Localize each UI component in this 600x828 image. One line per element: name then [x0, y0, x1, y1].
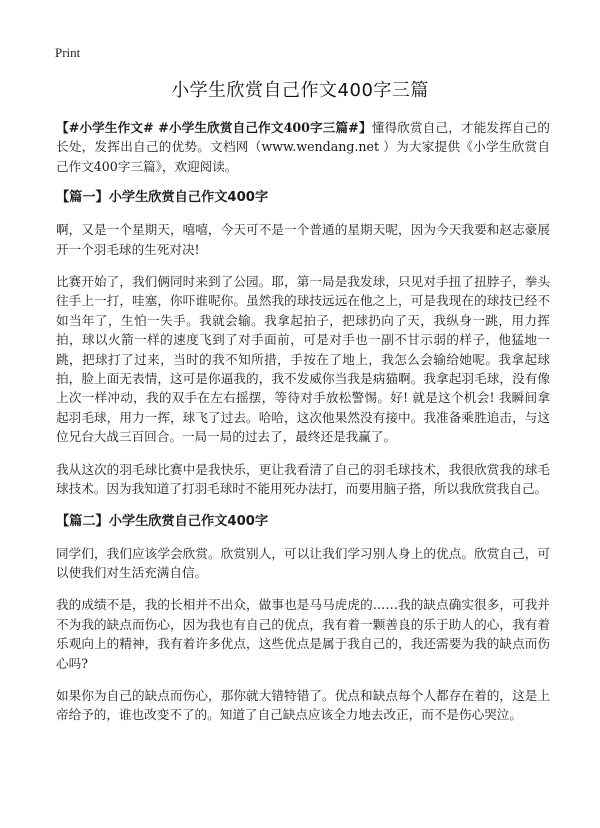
print-label: Print — [55, 45, 81, 60]
body-paragraph: 比赛开始了，我们俩同时来到了公园。耶，第一局是我发球，只见对手扭了扭脖子，拳头往手上一打，哇塞，你吓谁呢你。虽然我的球技远远在他之上，可是我现在的球技已经不如当年了，生怕一失手。我就会输。我拿起拍子，把球扔向了天，我纵身一跳，用力挥拍，球以火箭一样的速度飞到了对手面前，可是对手也一副不甘示弱的样子，他猛地一跳，把球打了过来，当时的我不知所措，手按在了地上，我怎么会输给她呢。我拿起球拍，脸上面无表情，这可是你逼我的，我不发威你当我是病猫啊。我拿起羽毛球，没有像上次一样冲动，我的双手在左右摇摆，等待对手放松警惕。好! 就是这个机会! 我瞬间拿起羽毛球，用力一挥，球飞了过去。哈哈，这次他果然没有接中。我准备乘胜追击，与这位兄台大战三百回合。一局一局的过去了，最终还是我赢了。 — [56, 274, 550, 445]
body-paragraph: 啊，又是一个星期天，嘻嘻，今天可不是一个普通的星期天呢，因为今天我要和赵志豪展开一个羽毛球的生死对决! — [56, 222, 550, 257]
section-heading: 【篇二】小学生欣赏自己作文400字 — [56, 513, 269, 529]
document-title: 小学生欣赏自己作文400字三篇 — [171, 80, 429, 101]
intro-tag: 【#小学生作文# #小学生欣赏自己作文400字三篇#】 — [56, 120, 372, 135]
intro-text: 懂得欣赏自己，才能发挥自己的长处，发挥出自己的优势。文档网（www.wendang.net ）为大家提供《小学生欣赏自己作文400字三篇》，欢迎阅读。 — [56, 120, 551, 174]
body-paragraph: 如果你为自己的缺点而伤心，那你就大错特错了。优点和缺点每个人都存在着的，这是上帝给予的，谁也改变不了的。知道了自己缺点应该全力地去改正，而不是伤心哭泣。 — [56, 687, 550, 723]
section-heading: 【篇一】小学生欣赏自己作文400字 — [56, 190, 269, 206]
intro-paragraph — [56, 118, 550, 176]
body-paragraph: 我的成绩不是，我的长相并不出众，做事也是马马虎虎的……我的缺点确实很多，可我并不为我的缺点而伤心，因为我也有自己的优点，我有着一颗善良的乐于助人的心，我有着乐观向上的精神，我有着许多优点，这些优点是属于我自己的，我还需要为我的缺点而伤心吗? — [56, 597, 550, 671]
body-paragraph: 我从这次的羽毛球比赛中是我快乐，更让我看清了自己的羽毛球技术，我很欣赏我的球毛球技术。因为我知道了打羽毛球时不能用死办法打，而要用脑子搭，所以我欣赏我自己。 — [56, 461, 550, 497]
document-body — [56, 118, 550, 738]
body-paragraph: 同学们，我们应该学会欣赏。欣赏别人，可以让我们学习别人身上的优点。欣赏自己，可以使我们对生活充满自信。 — [56, 545, 550, 580]
